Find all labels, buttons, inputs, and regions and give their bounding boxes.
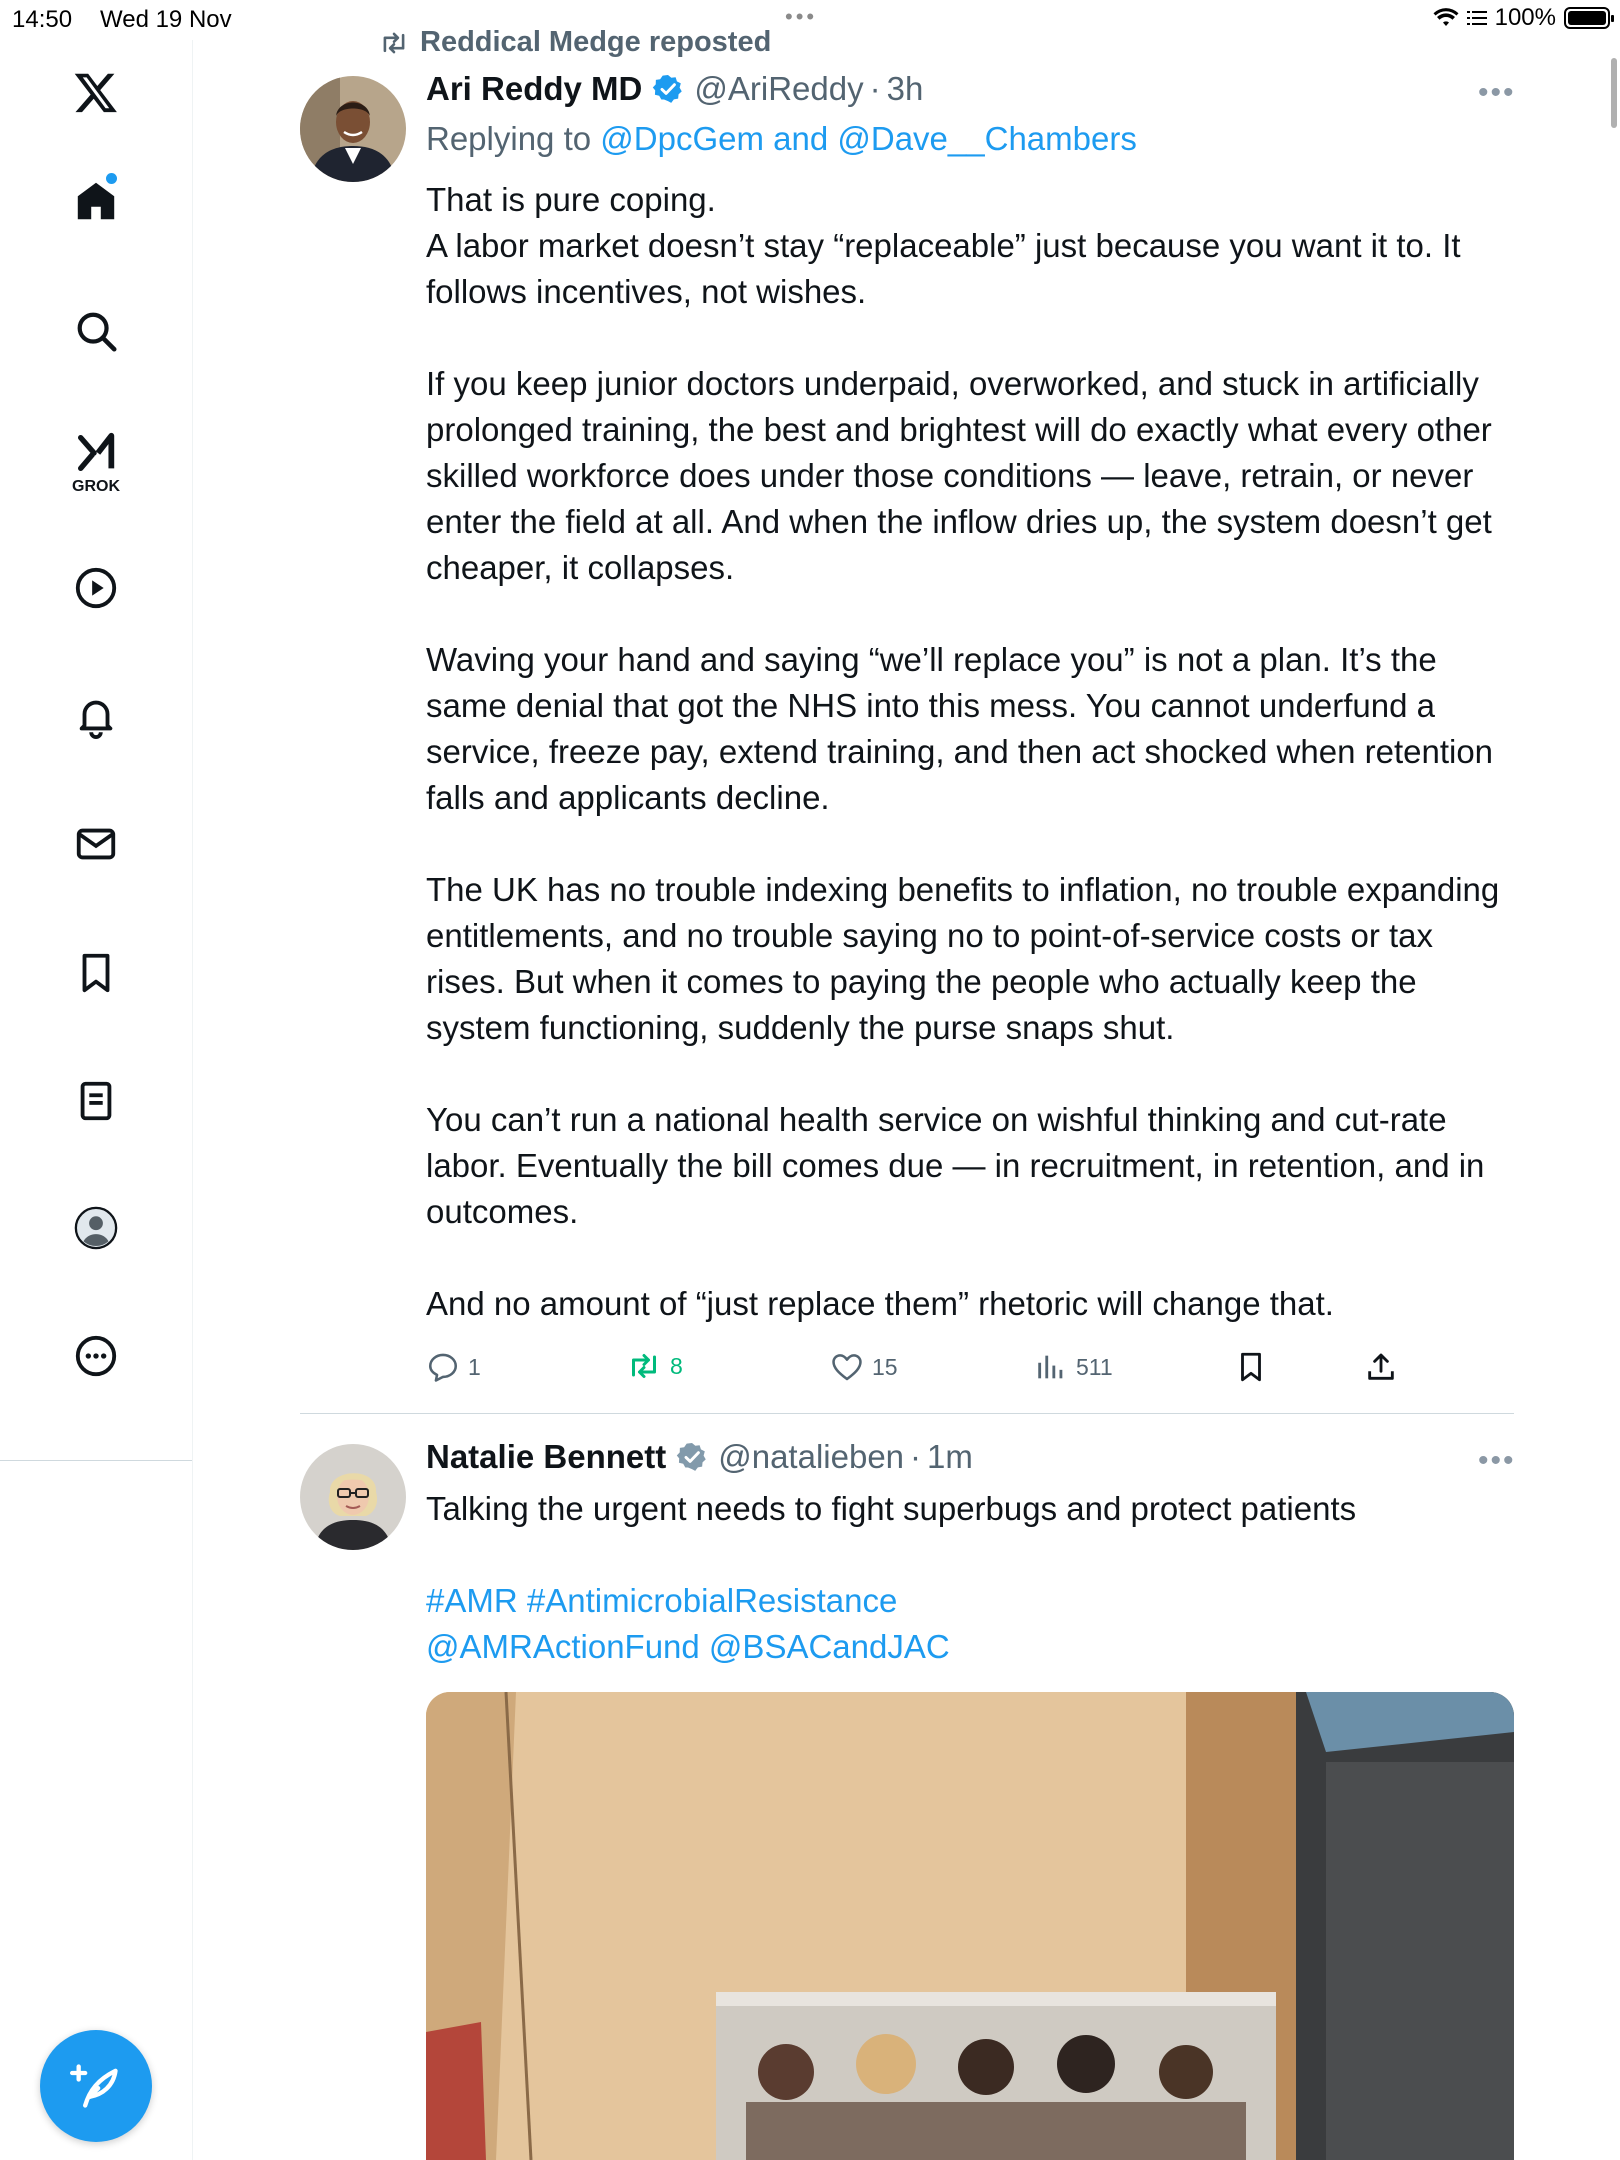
tweet-paragraph: And no amount of “just replace them” rhetoric will change that. [426, 1285, 1334, 1322]
heart-icon [830, 1350, 864, 1384]
compose-post-button[interactable] [40, 2030, 152, 2142]
share-button[interactable] [1364, 1350, 1398, 1384]
battery-icon [1564, 7, 1610, 29]
home-icon[interactable] [66, 171, 126, 231]
sidebar-divider [0, 1460, 192, 1461]
like-button[interactable] [830, 1350, 898, 1384]
tweet-paragraph: That is pure coping. [426, 181, 716, 218]
tweet-paragraph: Waving your hand and saying “we’ll replace you” is not a plan. It’s the same denial that got the NHS into this mess. You cannot underfund a service, freeze pay, extend training, and then act shocked when retention falls and applicants decline. [426, 641, 1494, 816]
verified-badge-icon [652, 73, 684, 105]
tweet-body [426, 177, 1516, 1327]
search-icon[interactable] [66, 301, 126, 361]
tweet-text: Talking the urgent needs to fight superbugs and protect patients [426, 1490, 1357, 1527]
scrollbar[interactable] [1611, 58, 1617, 128]
compose-feather-icon [70, 2060, 122, 2112]
views-button[interactable] [1034, 1350, 1113, 1384]
bookmark-button[interactable] [1234, 1350, 1268, 1384]
tweet-body [426, 1486, 1516, 1670]
replying-to-handles[interactable]: @DpcGem and @Dave__Chambers [600, 120, 1137, 157]
battery-percent: 100% [1494, 4, 1556, 31]
list-icon [1467, 9, 1487, 27]
post-time[interactable]: 1m [927, 1438, 973, 1475]
author-handle[interactable]: @natalieben [718, 1438, 905, 1475]
tweet-header [426, 70, 923, 108]
repost-label: Reddical Medge reposted [420, 26, 772, 58]
tweet-paragraph: A labor market doesn’t stay “replaceable” just because you want it to. It follows incentives, not wishes. [426, 227, 1461, 310]
avatar[interactable] [300, 1444, 406, 1550]
status-bar [0, 0, 1620, 40]
multitasking-dots-icon[interactable]: ••• [785, 4, 818, 29]
more-options-icon[interactable]: ••• [1478, 76, 1516, 109]
view-count: 511 [1076, 1353, 1113, 1380]
mentions[interactable]: @AMRActionFund @BSACandJAC [426, 1628, 950, 1665]
repost-count: 8 [670, 1352, 683, 1379]
reply-button[interactable] [426, 1350, 481, 1384]
tweet-paragraph: You can’t run a national health service on wishful thinking and cut-rate labor. Eventually the bill comes due — in recruitment, in retention, and in outcomes. [426, 1101, 1485, 1230]
repost-button[interactable] [626, 1350, 683, 1382]
bell-icon[interactable] [66, 686, 126, 746]
like-count: 15 [872, 1353, 898, 1380]
tweet-media-photo[interactable] [426, 1692, 1514, 2160]
bookmark-icon [1234, 1350, 1268, 1384]
reply-count: 1 [468, 1353, 481, 1380]
sidebar [0, 40, 193, 2160]
x-logo-icon[interactable] [66, 62, 126, 122]
more-options-icon[interactable]: ••• [1478, 1444, 1516, 1477]
repost-icon [378, 30, 410, 56]
tweet-divider [300, 1413, 1514, 1414]
author-name[interactable]: Natalie Bennett [426, 1438, 667, 1475]
replying-prefix: Replying to [426, 120, 592, 157]
repost-indicator[interactable] [378, 26, 771, 59]
author-handle[interactable]: @AriReddy [694, 70, 864, 107]
reply-icon [426, 1350, 460, 1384]
home-notification-dot [106, 173, 117, 184]
post-time[interactable]: 3h [886, 70, 924, 107]
status-date: Wed 19 Nov [100, 6, 232, 33]
mail-icon[interactable] [66, 814, 126, 874]
repost-icon [626, 1350, 662, 1382]
tweet-paragraph: The UK has no trouble indexing benefits to inflation, no trouble expanding entitlements, and no trouble saying no to point-of-service costs or tax rises. But when it comes to paying the people who actually keep the system functioning, suddenly the purse snaps shut. [426, 871, 1500, 1046]
header-separator: · [869, 70, 881, 107]
video-play-icon[interactable] [66, 558, 126, 618]
status-time: 14:50 [12, 6, 73, 33]
profile-avatar-icon[interactable] [66, 1198, 126, 1258]
replying-to-line [426, 120, 1137, 158]
tweet-paragraph: If you keep junior doctors underpaid, overworked, and stuck in artificially prolonged training, the best and brightest will do exactly what every other skilled workforce does under those conditions — leave, retrain, or never enter the field at all. And when the inflow dries up, the system doesn’t get cheaper, it collapses. [426, 365, 1492, 586]
grok-label: GROK [72, 478, 120, 495]
verified-government-badge-icon [676, 1441, 708, 1473]
bookmark-icon[interactable] [66, 943, 126, 1003]
status-indicators [1433, 4, 1610, 32]
header-separator: · [910, 1438, 922, 1475]
more-circle-icon[interactable] [66, 1326, 126, 1386]
tweet-header [426, 1438, 973, 1476]
wifi-icon [1433, 8, 1459, 28]
avatar[interactable] [300, 76, 406, 182]
grok-icon[interactable] [66, 423, 126, 483]
article-icon[interactable] [66, 1071, 126, 1131]
share-icon [1364, 1350, 1398, 1384]
hashtags[interactable]: #AMR #AntimicrobialResistance [426, 1582, 898, 1619]
analytics-icon [1034, 1350, 1068, 1384]
author-name[interactable]: Ari Reddy MD [426, 70, 643, 107]
